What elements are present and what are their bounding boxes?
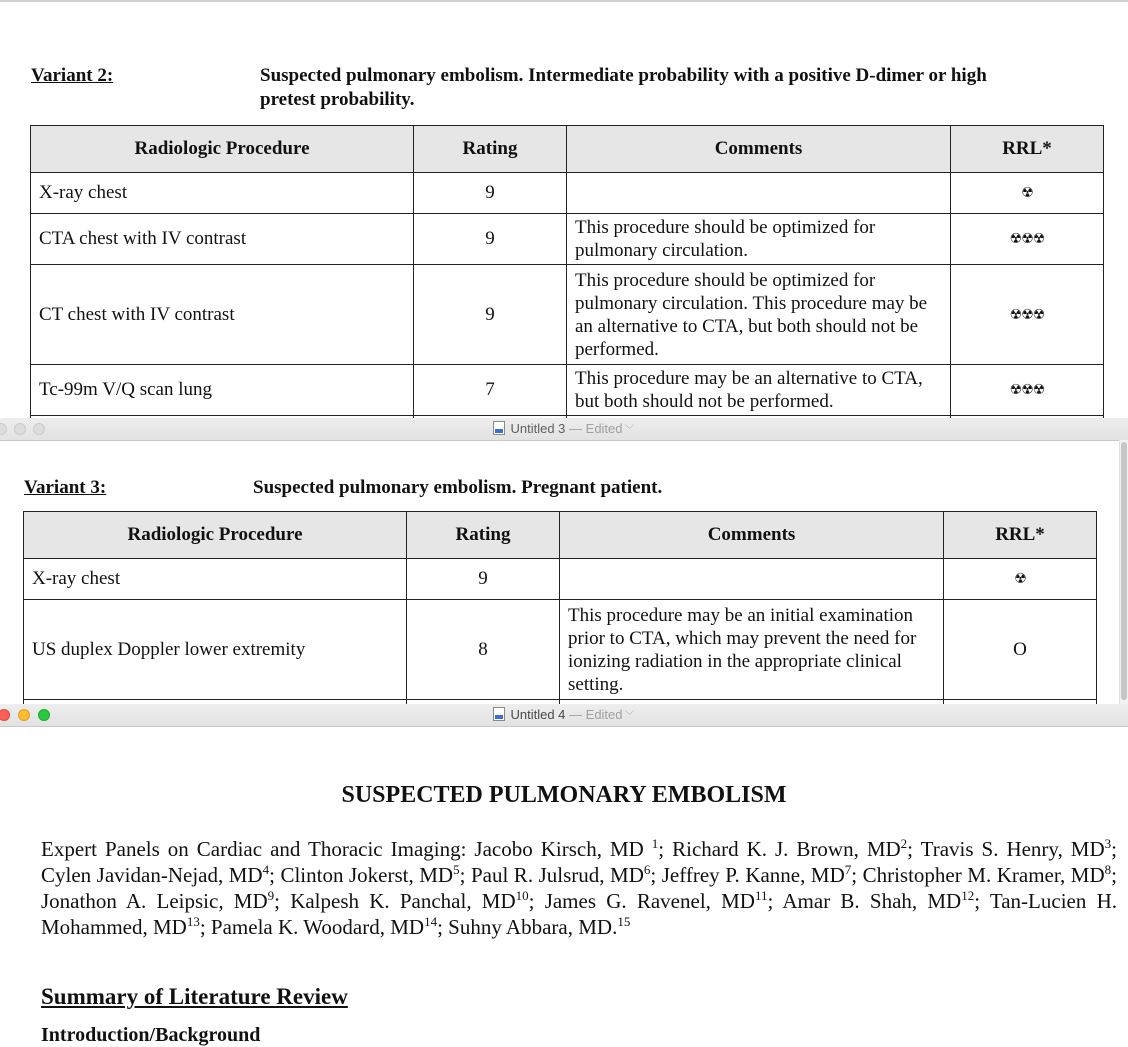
author-name: Richard K. J. Brown, MD	[672, 837, 901, 861]
author-name: Tan-Lucien H. Mohammed, MD	[41, 889, 1117, 939]
procedure-cell: CT chest with IV contrast	[31, 265, 414, 365]
header-rrl: RRL*	[944, 512, 1097, 559]
header-comments: Comments	[560, 512, 944, 559]
table-header-row	[31, 126, 1104, 173]
author-name: Jonathon A. Leipsic, MD	[41, 889, 268, 913]
edited-status: — Edited	[569, 421, 623, 436]
procedure-cell: US duplex Doppler lower extremity	[24, 600, 407, 700]
author-name: Travis S. Henry, MD	[920, 837, 1105, 861]
author-name: Paul R. Julsrud, MD	[470, 863, 644, 887]
table-row	[24, 559, 1097, 600]
chevron-down-icon[interactable]: ﹀	[624, 425, 635, 436]
table-row	[31, 173, 1104, 214]
rrl-radiation-icon: ☢☢☢	[951, 214, 1104, 265]
header-rrl: RRL*	[951, 126, 1104, 173]
table-row	[31, 265, 1104, 365]
variant-2-table	[30, 125, 1104, 456]
header-comments: Comments	[567, 126, 951, 173]
chevron-down-icon[interactable]: ﹀	[624, 711, 635, 722]
window-top-edge	[0, 0, 1128, 2]
window-titlebar[interactable]	[0, 418, 1128, 441]
rating-cell: 7	[414, 365, 567, 416]
author-affiliation-number: 12	[961, 888, 975, 903]
rrl-radiation-icon: ☢	[951, 173, 1104, 214]
author-affiliation-number: 8	[1104, 862, 1112, 877]
scrollbar-thumb[interactable]	[1121, 442, 1127, 700]
document-window-untitled-4[interactable]	[0, 704, 1128, 1046]
rrl-radiation-icon: ☢	[944, 559, 1097, 600]
author-affiliation-number: 11	[754, 888, 768, 903]
edited-status: — Edited	[569, 707, 623, 722]
table-row	[31, 365, 1104, 416]
author-name: Amar B. Shah, MD	[782, 889, 962, 913]
author-affiliation-number: 14	[424, 914, 438, 929]
author-name: Cylen Javidan-Nejad, MD	[41, 863, 263, 887]
variant-2-description: Suspected pulmonary embolism. Intermediate probability with a positive D-dimer or high pretest probability.	[260, 65, 987, 110]
intro-heading: Introduction/Background	[41, 1024, 261, 1046]
rating-cell: 8	[407, 600, 560, 700]
window-titlebar[interactable]	[0, 704, 1128, 727]
variant-3-description: Suspected pulmonary embolism. Pregnant patient.	[253, 477, 663, 498]
author-name: Pamela K. Woodard, MD	[210, 915, 425, 939]
comments-cell: This procedure may be an initial examination prior to CTA, which may prevent the need for ionizing radiation in the appropriate clinical setting.	[560, 600, 944, 700]
author-name: Jeffrey P. Kanne, MD	[661, 863, 845, 887]
comments-cell: This procedure should be optimized for pulmonary circulation. This procedure may be an alternative to CTA, but both should not be performed.	[567, 265, 951, 365]
rrl-cell: O	[944, 600, 1097, 700]
author-name: Christopher M. Kramer, MD	[862, 863, 1105, 887]
procedure-cell: Tc-99m V/Q scan lung	[31, 365, 414, 416]
comments-cell	[560, 559, 944, 600]
variant-3-label: Variant 3:	[24, 477, 107, 498]
author-affiliation-number: 7	[844, 862, 852, 877]
window-title[interactable]	[0, 421, 1128, 436]
author-name: Kalpesh K. Panchal, MD	[290, 889, 516, 913]
author-name: Expert Panels on Cardiac and Thoracic Imaging: Jacobo Kirsch, MD	[41, 837, 652, 861]
header-rating: Rating	[414, 126, 567, 173]
header-rating: Rating	[407, 512, 560, 559]
document-window-untitled-3[interactable]	[0, 418, 1128, 704]
rating-cell: 9	[414, 265, 567, 365]
author-list: Expert Panels on Cardiac and Thoracic Imaging: Jacobo Kirsch, MD $^1$; Richard K. J. Brown, $MD^2$; Travis S. Henry, $MD^3$; Cylen Javidan-Nejad, $MD^4$; Clinton Jokerst, $MD^5$; Paul R. Julsrud, $MD^6$; Jeffrey P. Kanne, $MD^7$; Christopher M. Kramer, $MD^8$; Jonathon A. Leipsic, $MD^9$; Kalpesh K. Panchal, MD$^{10}$; James G. Ravenel, MD$^{11}$; Amar B. Shah, MD$^{12}$; Tan-Lucien H. Mohammed, MD$^{13}$; Pamela K. Woodard, MD$^{14}$; Suhny Abbara, MD.$^{15}$	[41, 836, 1117, 939]
author-affiliation-number: 9	[267, 888, 275, 903]
author-affiliation-number: 5	[453, 862, 460, 877]
window-title-text: Untitled 3	[510, 421, 566, 436]
comments-cell	[567, 173, 951, 214]
procedure-cell: CTA chest with IV contrast	[31, 214, 414, 265]
author-affiliation-number: 3	[1104, 836, 1112, 851]
author-name: James G. Ravenel, MD	[544, 889, 755, 913]
header-procedure: Radiologic Procedure	[31, 126, 414, 173]
procedure-cell: X-ray chest	[24, 559, 407, 600]
document-icon	[493, 421, 505, 435]
comments-cell: This procedure may be an alternative to CTA, but both should not be performed.	[567, 365, 951, 416]
rating-cell: 9	[414, 214, 567, 265]
vertical-scrollbar[interactable]	[1119, 440, 1128, 704]
header-procedure: Radiologic Procedure	[24, 512, 407, 559]
window-title-text: Untitled 4	[510, 707, 566, 722]
summary-heading: Summary of Literature Review	[41, 984, 348, 1009]
document-icon	[493, 707, 505, 721]
author-affiliation-number: 2	[900, 836, 908, 851]
table-header-row	[24, 512, 1097, 559]
author-affiliation-number: 15	[617, 914, 631, 929]
table-row	[24, 600, 1097, 700]
rating-cell: 9	[414, 173, 567, 214]
author-affiliation-number: 4	[262, 862, 270, 877]
variant-2-label: Variant 2:	[31, 65, 114, 86]
author-affiliation-number: 10	[515, 888, 529, 903]
window-title[interactable]	[0, 707, 1128, 722]
document-window-variant-2	[0, 0, 1128, 418]
author-affiliation-number: 13	[186, 914, 200, 929]
document-title: SUSPECTED PULMONARY EMBOLISM	[341, 782, 787, 808]
table-row	[31, 214, 1104, 265]
author-name: Clinton Jokerst, MD	[280, 863, 454, 887]
comments-cell: This procedure should be optimized for pulmonary circulation.	[567, 214, 951, 265]
rrl-radiation-icon: ☢☢☢	[951, 365, 1104, 416]
rrl-radiation-icon: ☢☢☢	[951, 265, 1104, 365]
procedure-cell: X-ray chest	[31, 173, 414, 214]
author-name: Suhny Abbara, MD.	[448, 915, 618, 939]
author-affiliation-number: 6	[643, 862, 651, 877]
rating-cell: 9	[407, 559, 560, 600]
author-affiliation-number: 1	[651, 836, 659, 851]
